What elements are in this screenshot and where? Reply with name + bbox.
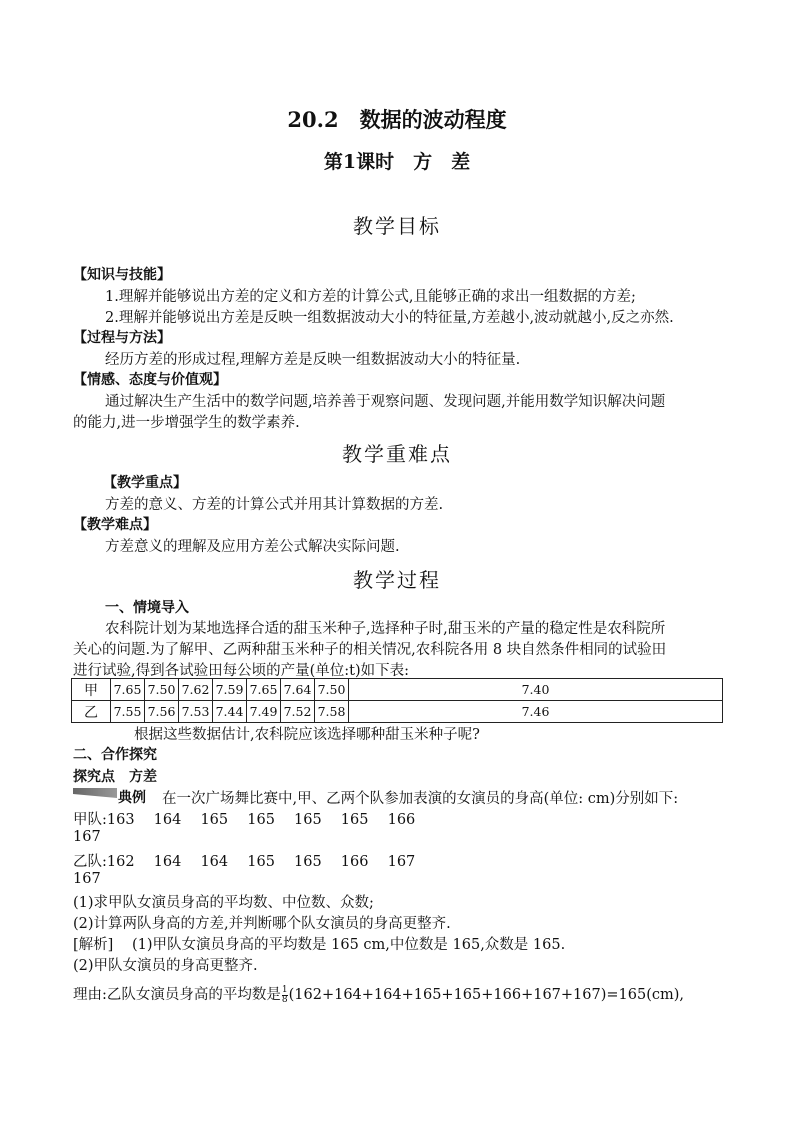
table-cell: 7.55 xyxy=(111,701,145,723)
question-1: (1)求甲队女演员身高的平均数、中位数、众数; xyxy=(73,895,374,911)
process-method-text: 经历方差的形成过程,理解方差是反映一组数据波动大小的特征量. xyxy=(105,352,521,368)
team-b-heights: 乙队:162 164 164 165 165 166 167 xyxy=(73,854,416,870)
fraction-denominator: 8 xyxy=(281,994,288,1005)
intro-text-line-1: 农科院计划为某地选择合适的甜玉米种子,选择种子时,甜玉米的产量的稳定性是农科院所 xyxy=(105,621,666,637)
table-cell: 7.50 xyxy=(315,679,349,701)
table-row-label: 甲 xyxy=(72,679,111,701)
emotion-text-line-1: 通过解决生产生活中的数学问题,培养善于观察问题、发现问题,并能用数学知识解决问题 xyxy=(105,394,666,410)
page-subtitle: 第1课时 方 差 xyxy=(323,151,471,173)
intro-text-line-2: 关心的问题.为了解甲、乙两种甜玉米种子的相关情况,农科院各用 8 块自然条件相同的试验田 xyxy=(73,642,667,658)
question-2: (2)计算两队身高的方差,并判断哪个队女演员的身高更整齐. xyxy=(73,916,451,932)
knowledge-label: 【知识与技能】 xyxy=(73,267,171,283)
page-title: 20.2 数据的波动程度 xyxy=(287,107,507,132)
section-heading-goals: 教学目标 xyxy=(353,214,441,238)
table-row xyxy=(72,701,723,723)
emotion-text-line-2: 的能力,进一步增强学生的数学素养. xyxy=(73,415,300,431)
table-cell: 7.65 xyxy=(247,679,281,701)
table-cell: 7.46 xyxy=(349,701,723,723)
table-cell: 7.65 xyxy=(111,679,145,701)
team-a-heights-cont: 167 xyxy=(73,829,101,845)
knowledge-item-1: 1.理解并能够说出方差的定义和方差的计算公式,且能够正确的求出一组数据的方差; xyxy=(105,289,636,305)
table-cell: 7.64 xyxy=(281,679,315,701)
section-heading-process: 教学过程 xyxy=(353,568,441,592)
table-cell: 7.59 xyxy=(213,679,247,701)
table-cell: 7.53 xyxy=(179,701,213,723)
reason-suffix: (162+164+164+165+165+166+167+167)=165(cm), xyxy=(288,987,685,1003)
reason-prefix: 理由:乙队女演员身高的平均数是 xyxy=(73,987,281,1003)
table-cell: 7.44 xyxy=(213,701,247,723)
explore-point: 探究点 方差 xyxy=(73,769,157,785)
section-heading-key-points: 教学重难点 xyxy=(342,442,452,466)
table-row xyxy=(72,679,723,701)
team-a-heights: 甲队:163 164 165 165 165 165 166 xyxy=(73,812,416,828)
yield-table xyxy=(71,678,723,723)
example-label: 典例 xyxy=(118,790,146,806)
table-row-label: 乙 xyxy=(72,701,111,723)
table-cell: 7.50 xyxy=(145,679,179,701)
intro-label: 一、情境导入 xyxy=(105,600,189,616)
table-cell: 7.62 xyxy=(179,679,213,701)
intro-question: 根据这些数据估计,农科院应该选择哪种甜玉米种子呢? xyxy=(134,727,480,743)
table-cell: 7.56 xyxy=(145,701,179,723)
table-cell: 7.40 xyxy=(349,679,723,701)
focus-text: 方差的意义、方差的计算公式并用其计算数据的方差. xyxy=(105,497,444,513)
analysis-label: [解析] xyxy=(73,937,114,953)
focus-label: 【教学重点】 xyxy=(103,475,187,491)
difficulty-text: 方差意义的理解及应用方差公式解决实际问题. xyxy=(105,539,400,555)
team-b-heights-cont: 167 xyxy=(73,871,101,887)
table-cell: 7.58 xyxy=(315,701,349,723)
table-cell: 7.52 xyxy=(281,701,315,723)
fraction-one-eighth xyxy=(282,986,288,1005)
answer-2: (2)甲队女演员的身高更整齐. xyxy=(73,958,258,974)
process-method-label: 【过程与方法】 xyxy=(73,330,171,346)
emotion-label: 【情感、态度与价值观】 xyxy=(73,372,227,388)
analysis-text: (1)甲队女演员身高的平均数是 165 cm,中位数是 165,众数是 165. xyxy=(132,937,566,953)
intro-text-line-3: 进行试验,得到各试验田每公顷的产量(单位:t)如下表: xyxy=(73,663,410,679)
knowledge-item-2: 2.理解并能够说出方差是反映一组数据波动大小的特征量,方差越小,波动就越小,反之亦然. xyxy=(105,310,674,326)
fraction-numerator: 1 xyxy=(281,984,288,995)
reason-line xyxy=(73,983,684,1005)
example-marker-icon xyxy=(73,788,117,798)
explore-label: 二、合作探究 xyxy=(73,747,157,763)
example-text: 在一次广场舞比赛中,甲、乙两个队参加表演的女演员的身高(单位: cm)分别如下: xyxy=(162,791,679,807)
difficulty-label: 【教学难点】 xyxy=(73,517,157,533)
table-cell: 7.49 xyxy=(247,701,281,723)
